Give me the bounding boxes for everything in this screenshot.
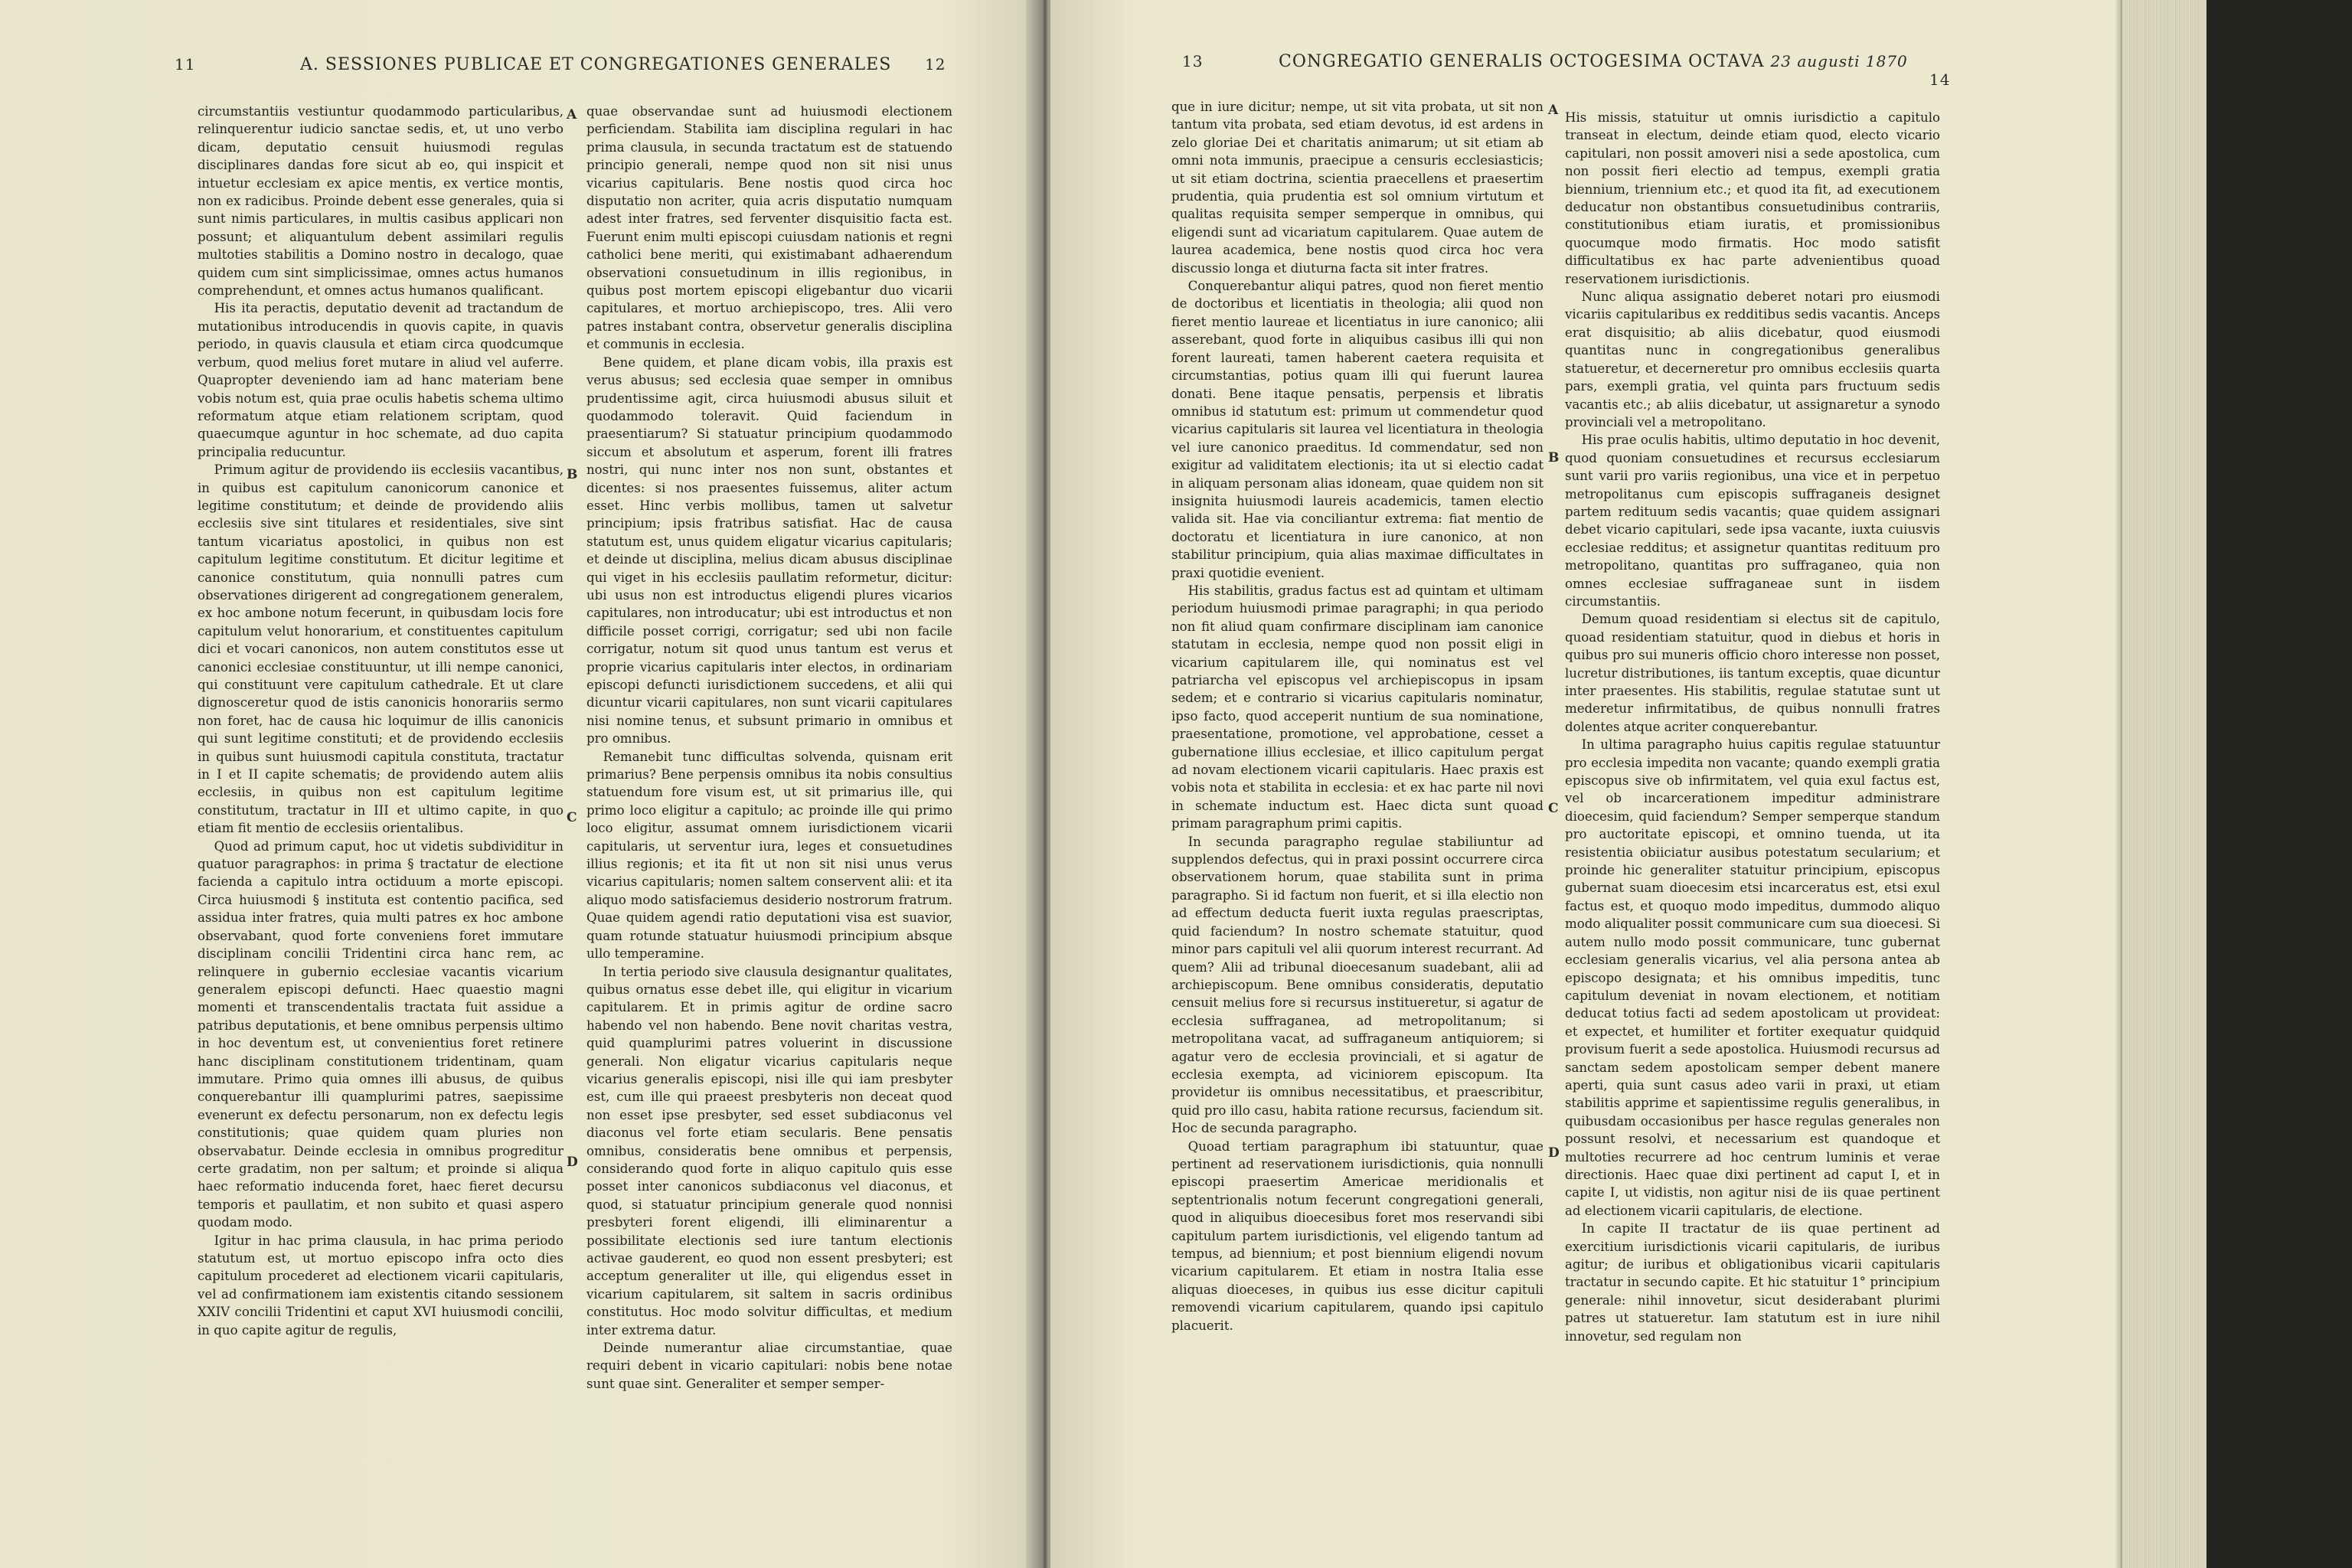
paragraph: que in iure dicitur; nempe, ut sit vita probata, ut sit non tantum vita probata, sed etiam devotus, id est ardens in zelo gloriae Dei et charitatis animarum; ut sit etiam ab omni nota immunis, praecipue a censuris ecclesiasticis; ut sit etiam doctrina, scientia praecellens et praesertim prudentia, quia prudentia est sol omnium virtutum et qualitas requisita semper semperque in omnibus, qui eligendi sunt ad vicariatum capitularem. Quae autem de laurea academica, bene nostis quod circa hoc vera discussio longa et diuturna facta sit inter fratres. [1171,100,1544,276]
paragraph: In ultima paragrapho huius capitis regulae statuuntur pro ecclesia impedita non vacante; quando exempli gratia episcopus sive ob infirmitatem, vel quia exul factus est, vel ob incarcerationem impeditur administrare dioecesim, quid faciendum? Semper semperque standum pro auctoritate episcopi, et omnino tuenda, ut ita resistentia obiiciatur ausibus potestatum secularium; et proinde hic generaliter statuitur principium, episcopus gubernat suam dioecesim etsi incarceratus est, etsi exul factus est, et quoquo modo impeditus, dummodo aliquo modo aliqualiter possit communicare cum sua dioecesi. Si autem nullo modo possit communicare, tunc gubernat ecclesiam generalis vicarius, vel alia persona antea ab episcopo designata; et his omnibus impeditis, tunc capitulum deveniat in novam electionem, et notitiam deducat totius facti ad sedem apostolicam ut provideat: et expectet, et humiliter et fortiter exequatur quidquid provisum fuerit a sede apostolica. Huiusmodi recursus ad sanctam sedem apostolicam semper debent manere aperti, quia sunt casus adeo varii in praxi, ut etiam stabilitis apprime et sapientissime regulis generalibus, in quibusdam occasionibus per hasce regulas generales non possunt resolvi, et necessarium est quandoque et multoties recurrere ad hoc centrum luminis et verae directionis. Haec quae dixi pertinent ad caput I, et in capite I, ut vidistis, non agitur nisi de iis quae pertinent ad electionem vicarii capitularis, de electione. [1565,737,1940,1218]
page-number-11: 11 [175,55,196,74]
margin-letter-d: D [567,1155,578,1170]
margin-letter-a: A [567,107,577,122]
paragraph: In capite II tractatur de iis quae pertinent ad exercitium iurisdictionis vicarii capitularis, de iuribus agitur; de iuribus et obligationibus vicarii capitularis tractatur in secundo capite. Et hic statuitur 1° principium generale: nihil innovetur, sicut desiderabant plurimi patres ut statueretur. Iam statutum est in iure nihil innovetur, sed regulam non [1565,1221,1940,1344]
page-number-13: 13 [1182,52,1204,70]
running-head-date: 23 augusti 1870 [1770,52,1908,70]
left-page-column-1 [198,103,564,1527]
left-page-column-2 [586,103,952,1527]
page-number-12: 12 [925,55,946,74]
paragraph: Primum agitur de providendo iis ecclesiis vacantibus, in quibus est capitulum canonicorum canonice et legitime constitutum; et deinde de providendo aliis ecclesiis sive sint titulares et residentiales, sive sint tantum vicariatus apostolici, in quibus non est capitulum legitime constitutum. Et dicitur legitime et canonice constitutum, quia nonnulli patres cum observationes dirigerent ad congregationem generalem, ex hoc ambone notum fecerunt, in quibusdam locis fore capitulum velut honorarium, et constituentes capitulum dici et vocari canonicos, non autem constitutos esse ut canonici ecclesiae constituuntur, ut illi nempe canonici, qui constituunt vere capitulum cathedrale. Et ut clare dignosceretur quod de istis canonicis honorariis sermo non foret, hac de causa hic loquimur de illis canonicis qui sunt legitime constituti; et de providendo ecclesiis in quibus sunt huiusmodi capitula constituta, tractatur in I et II capite schematis; de providendo autem aliis ecclesiis, in quibus non est capitulum legitime constitutum, tractatur in III et ultimo capite, in quo etiam fit mentio de ecclesiis orientalibus. [198,462,564,836]
right-page-header [1050,52,2121,89]
paragraph: His prae oculis habitis, ultimo deputatio in hoc devenit, quod quoniam consuetudines et recursus ecclesiarum sunt varii pro variis regionibus, una vice et in perpetuo metropolitanus cum episcopis suffraganeis designet partem redituum sedis vacantis; quae quidem assignari debet vicario capitulari, sede ipsa vacante, iuxta cuiusvis ecclesiae redditus; et assignetur quantitas redituum pro metropolitano, quantitas pro suffraganeo, quia non omnes ecclesiae suffraganeae sunt in iisdem circumstantiis. [1565,433,1940,609]
margin-letter-d: D [1548,1145,1560,1161]
paragraph: In tertia periodo sive clausula designantur qualitates, quibus ornatus esse debet ille, qui eligitur in vicarium capitularem. Et in primis agitur de ordine sacro habendo vel non habendo. Bene novit charitas vestra, quid quamplurimi patres voluerint in discussione generali. Non eligatur vicarius capitularis neque vicarius generalis episcopi, nisi ille qui iam presbyter est, cum ille qui praeest presbyteris non deceat quod non esset ipse presbyter, sed esset subdiaconus vel diaconus vel forte etiam secularis. Bene pensatis omnibus, consideratis bene omnibus et perpensis, considerando quod forte in aliquo capitulo quis esse posset inter canonicos subdiaconus vel diaconus, et quod, si statuatur principium generale quod nonnisi presbyteri forent eligendi, illi eliminarentur a possibilitate electionis sed iure tantum electionis activae gauderent, eo quod non essent presbyteri; est acceptum generaliter ut ille, qui eligendus esset in vicarium capitularem, sit saltem in sacris ordinibus constitutus. Hoc modo solvitur difficultas, et medium inter extrema datur. [586,964,952,1338]
paragraph: Demum quoad residentiam si electus sit de capitulo, quoad residentiam statuitur, quod in diebus et horis in quibus pro sui muneris officio choro interesse non posset, lucretur distributiones, iis tantum exceptis, quae dicuntur inter praesentes. His stabilitis, regulae statutae sunt ut mederetur infirmitatibus, de quibus nonnulli fratres dolentes atque acriter conquerebantur. [1565,612,1940,734]
paragraph: Quod ad primum caput, hoc ut videtis subdividitur in quatuor paragraphos: in prima § tractatur de electione facienda a capitulo intra octiduum a morte episcopi. Circa huiusmodi § instituta est contentio pacifica, sed assidua inter fratres, quia multi patres ex hoc ambone observabant, quod forte conveniens foret immutare disciplinam concilii Tridentini circa hanc rem, ac relinquere in gubernio ecclesiae vacantis vicarium generalem episcopi defuncti. Haec quaestio magni momenti et transcendentalis tractata fuit assidue a patribus deputationis, et bene omnibus perpensis ultimo in hoc deventum est, ut convenientius foret retinere hanc disciplinam constitutionem tridentinam, quam immutare. Primo quia omnes illi abusus, de quibus conquerebantur illi quamplurimi patres, saepissime evenerunt ex defectu personarum, non ex defectu legis constitutionis; quae quidem quam pluries non observabatur. Deinde ecclesia in omnibus progreditur certe gradatim, non per saltum; et proinde si aliqua haec reformatio inducenda foret, haec fieret decursu temporis et paullatim, et non subito et quasi aspero quodam modo. [198,838,564,1230]
paragraph: circumstantiis vestiuntur quodammodo particularibus, relinquerentur iudicio sanctae sedis, et, ut uno verbo dicam, deputatio censuit huiusmodi regulas disciplinares dandas fore sicut ab eo, qui inspicit et intuetur ecclesiam ex apice mentis, ex vertice montis, non ex radicibus. Proinde debent esse generales, quia si sunt nimis particulares, in multis casibus applicari non possunt; et aliquantulum debent assimilari regulis multoties stabilitis a Domino nostro in decalogo, quae quidem cum sint simplicissimae, omnes actus humanos comprehendunt, et omnes actus humanos qualificant. [198,104,564,299]
margin-letter-b: B [1548,450,1560,466]
margin-letter-a: A [1548,103,1559,118]
paragraph: quae observandae sunt ad huiusmodi electionem perficiendam. Stabilita iam disciplina regulari in hac prima clausula, in secunda tractatum est de statuendo principio generali, nempe quod non sit nisi unus vicarius capitularis. Bene nostis quod circa hoc disputatio non acriter, quia acris disputatio numquam adest inter fratres, sed ferventer disquisitio facta est. Fuerunt enim multi episcopi cuiusdam nationis et regni catholici bene meriti, qui existimabant adhaerendum observationi consuetudinum in illis regionibus, in quibus post mortem episcopi eligebantur duo vicarii capitulares, et mortuo archiepiscopo, tres. Alii vero patres instabant contra, observetur generalis disciplina et communis in ecclesia. [586,104,952,352]
right-page [1050,0,2121,1568]
right-page-column-1 [1171,98,1544,1522]
paragraph: Quoad tertiam paragraphum ibi statuuntur, quae pertinent ad reservationem iurisdictionis, quia nonnulli episcopi praesertim Americae meridionalis et septentrionalis notum fecerunt congregationi generali, quod in aliquibus dioecesibus foret mos reservandi sibi capitulum partem iurisdictionis, vel eligendo tantum ad tempus, ad biennium; et post biennium eligendi novum vicarium capitularem. Et etiam in nostra Italia esse aliquas dioeceses, in quibus ius esse dicitur capituli removendi vicarium capitularem, quando ipsi capitulo placuerit. [1171,1138,1544,1333]
paragraph: Igitur in hac prima clausula, in hac prima periodo statutum est, ut mortuo episcopo infra octo dies capitulum procederet ad electionem vicarii capitularis, vel ad confirmationem iam existentis citando sessionem XXIV concilii Tridentini et caput XVI huiusmodi concilii, in quo capite agitur de regulis, [198,1233,564,1338]
page-number-14: 14 [1929,70,1951,89]
paragraph: Bene quidem, et plane dicam vobis, illa praxis est verus abusus; sed ecclesia quae semper in omnibus prudentissime agit, circa huiusmodi abusus siluit et quodammodo toleravit. Quid faciendum in praesentiarum? Si statuatur principium quodammodo siccum et absolutum et asperum, forent illi fratres nostri, qui nunc inter nos non sunt, obstantes et dicentes: si nos praesentes fuissemus, aliter actum esset. Hinc verbis mollibus, tamen ut salvetur principium; ipsis fratribus satisfiat. Hac de causa statutum est, unus quidem eligatur vicarius capitularis; et deinde ut disciplina, melius dicam abusus disciplinae qui viget in his ecclesiis paullatim reformetur, dicitur: ubi usus non est introductus eligendi plures vicarios capitulares, non introducatur; ubi est introductus et non difficile posset corrigi, corrigatur; sed ubi non facile corrigatur, notum sit quod unus tantum est verus et proprie vicarius capitularis inter electos, in ordinariam episcopi defuncti iurisdictionem succedens, et alii qui dicuntur vicarii capitulares, non sunt vicarii capitulares nisi nomine tenus, et subsunt primario in omnibus et pro omnibus. [586,354,952,746]
paragraph: Conquerebantur aliqui patres, quod non fieret mentio de doctoribus et licentiatis in theologia; alii quod non fieret mentio laureae et licentiatus in iure canonico; alii asserebant, quod forte in aliquibus casibus illi qui non forent laureati, tamen haberent caetera requisita et circumstantias, potius quam illi qui fuerunt laurea donati. Bene itaque pensatis, perpensis et libratis omnibus id statutum est: primum ut commendetur quod vicarius capitularis sit laurea vel licentiatura in theologia vel iure canonico praeditus. Id commendatur, sed non exigitur ad validitatem electionis; ita ut si electio cadat in aliquam personam alias idoneam, quae quidem non sit insignita huiusmodi laureis academicis, tamen electio valida sit. Hae via conciliantur extrema: fiat mentio de doctoratu et licentiatura in iure canonico, at non stabilitur principium, quia alias maximae difficultates in praxi quotidie evenient. [1171,279,1544,580]
paragraph: In secunda paragrapho regulae stabiliuntur ad supplendos defectus, qui in praxi possint occurrere circa observationem horum, quae stabilita sunt in prima paragrapho. Si id factum non fuerit, et si illa electio non ad effectum deducta fuerit iuxta regulas praescriptas, quid faciendum? In nostro schemate statuitur, quod minor pars capituli vel alii quorum interest recurrant. Ad quem? Alii ad tribunal dioecesanum suadebant, alii ad archiepiscopum. Bene omnibus consideratis, deputatio censuit melius fore si recursus institueretur, si agatur de ecclesia suffraganea, ad metropolitanum; si metropolitana vacat, ad suffraganeum antiquiorem; si agatur vero de ecclesia provinciali, et si agatur de ecclesia exempta, ad viciniorem episcopum. Ita providetur iis omnibus necessitatibus, et praescribitur, quid pro illo casu, habita ratione recursus, faciendum sit. Hoc de secunda paragrapho. [1171,834,1544,1136]
book-page-edges [2121,0,2208,1568]
running-head-left: A. SESSIONES PUBLICAE ET CONGREGATIONES GENERALES [300,55,892,74]
right-page-column-2 [1565,109,1940,1533]
running-head-title: CONGREGATIO GENERALIS OCTOGESIMA OCTAVA [1279,52,1765,71]
paragraph: Nunc aliqua assignatio deberet notari pro eiusmodi vicariis capitularibus ex redditibus sedis vacantis. Anceps erat disquisitio; ab aliis dicebatur, quod eiusmodi quantitas nunc in congregationibus generalibus statueretur, et decerneretur pro omnibus ecclesiis quarta pars, exempli gratia, vel quinta pars fructuum sedis vacantis etc.; ab aliis dicebatur, ut assignaretur a synodo provinciali vel a metropolitano. [1565,289,1940,430]
background [2207,0,2352,1568]
left-page [0,0,1038,1568]
running-head-right [1279,52,1908,71]
paragraph: His missis, statuitur ut omnis iurisdictio a capitulo transeat in electum, deinde etiam quod, electo vicario capitulari, non possit amoveri nisi a sede apostolica, cum non possit fieri electio ad tempus, exempli gratia biennium, triennium etc.; et quod ita fit, ad executionem deducatur non obstantibus consuetudinibus contrariis, constitutionibus etiam iuratis, et promissionibus quocumque modo firmatis. Hoc modo satisfit difficultatibus ex hac parte advenientibus quoad reservationem iurisdictionis. [1565,110,1940,286]
margin-letter-c: C [1548,801,1559,816]
paragraph: His stabilitis, gradus factus est ad quintam et ultimam periodum huiusmodi primae paragraphi; in qua periodo non fit aliud quam confirmare disciplinam iam canonice statutam in ecclesia, nempe quod non possit eligi in vicarium capitularem ille, qui nominatus est vel patriarcha vel episcopus vel archiepiscopus in ipsam sedem; et e contrario si vicarius capitularis nominatur, ipso facto, quod acceperit nuntium de sua nominatione, praesentatione, promotione, vel approbatione, cesset a gubernatione illius ecclesiae, et illico capitulum pergat ad novam electionem vicarii capitularis. Haec praxis est vobis nota et stabilita in ecclesia: et ex hac parte nil novi in schemate inductum est. Haec dicta sunt quoad primam paragraphum primi capitis. [1171,583,1544,831]
margin-letter-b: B [567,467,578,482]
left-page-header [0,55,1038,86]
paragraph: His ita peractis, deputatio devenit ad tractandum de mutationibus introducendis in quovis capite, in quavis periodo, in quavis clausula et etiam circa quodcumque verbum, quod melius foret mutare in aliud vel auferre. Quapropter deveniendo iam ad hanc materiam bene vobis notum est, quia prae oculis habetis schema ultimo reformatum atque etiam relationem scriptam, quod quaecumque aguntur in hoc schemate, ad duo capita principalia reducuntur. [198,301,564,459]
paragraph: Deinde numerantur aliae circumstantiae, quae requiri debent in vicario capitulari: nobis bene notae sunt quae sint. Generaliter et semper semper- [586,1341,952,1391]
margin-letter-c: C [567,810,577,825]
paragraph: Remanebit tunc difficultas solvenda, quisnam erit primarius? Bene perpensis omnibus ita nobis consultius statuendum fore visum est, ut sit primarius ille, qui primo loco eligitur a capitulo; ac proinde ille qui primo loco eligitur, assumat omnem iurisdictionem vicarii capitularis, ut serventur iura, leges et consuetudines illius regionis; et ita fit ut non sit nisi unus verus vicarius capitularis; nomen saltem conservent alii: et ita aliquo modo satisfaciemus desiderio nostrorum fratrum. Quae quidem agendi ratio deputationi visa est suavior, quam rotunde statuatur huiusmodi principium absque ullo temperamine. [586,749,952,962]
